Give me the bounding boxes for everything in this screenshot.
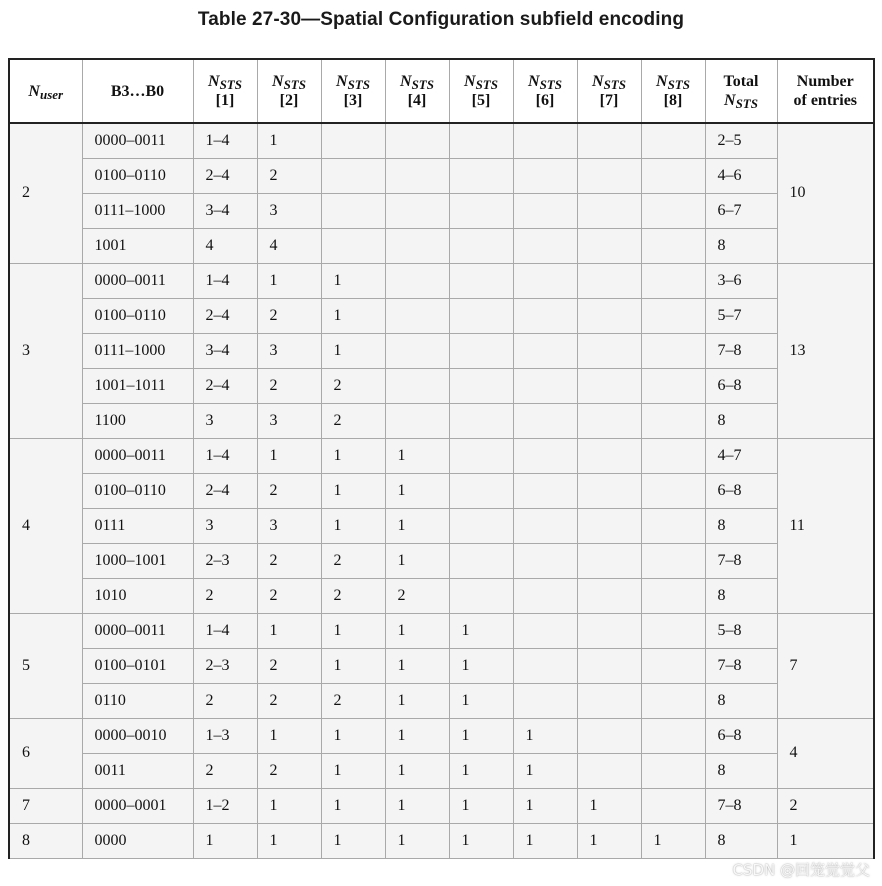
table-row <box>9 228 874 263</box>
cell-nsts-5 <box>449 228 513 263</box>
cell-nsts-1: 2–4 <box>193 298 257 333</box>
cell-nsts-5 <box>449 193 513 228</box>
cell-nsts-7 <box>577 613 641 648</box>
cell-total: 8 <box>705 508 777 543</box>
cell-total: 4–7 <box>705 438 777 473</box>
cell-total: 6–8 <box>705 473 777 508</box>
cell-nsts-5 <box>449 403 513 438</box>
cell-nsts-6 <box>513 263 577 298</box>
cell-nsts-3: 1 <box>321 333 385 368</box>
cell-nsts-8 <box>641 753 705 788</box>
cell-nsts-8 <box>641 683 705 718</box>
cell-nsts-2: 3 <box>257 508 321 543</box>
header-nsts-index: [8] <box>663 92 683 109</box>
cell-nsts-7 <box>577 333 641 368</box>
cell-nsts-7: 1 <box>577 823 641 858</box>
cell-nsts-8 <box>641 403 705 438</box>
table-title: Table 27-30—Spatial Configuration subfield encoding <box>197 9 685 30</box>
cell-nsts-1: 4 <box>193 228 257 263</box>
cell-nsts-8 <box>641 543 705 578</box>
cell-nsts-3: 1 <box>321 438 385 473</box>
cell-nsts-2: 2 <box>257 473 321 508</box>
header-nsts-1 <box>193 59 257 123</box>
cell-nsts-1: 3–4 <box>193 193 257 228</box>
header-total-sub: STS <box>735 96 758 111</box>
cell-nsts-6: 1 <box>513 718 577 753</box>
cell-nuser: 3 <box>9 263 82 438</box>
cell-nsts-5 <box>449 508 513 543</box>
cell-nsts-8: 1 <box>641 823 705 858</box>
cell-bits: 0100–0110 <box>82 298 193 333</box>
cell-nsts-2: 4 <box>257 228 321 263</box>
cell-total: 8 <box>705 683 777 718</box>
cell-nuser: 7 <box>9 788 82 823</box>
table-row <box>9 158 874 193</box>
cell-nsts-7 <box>577 368 641 403</box>
cell-nsts-4: 2 <box>385 578 449 613</box>
header-nuser-main: N <box>28 82 40 100</box>
cell-bits: 0000–0011 <box>82 123 193 158</box>
header-nsts-3 <box>321 59 385 123</box>
cell-nsts-5: 1 <box>449 788 513 823</box>
header-nsts-main: N <box>464 73 476 90</box>
cell-total: 5–8 <box>705 613 777 648</box>
header-nsts-sub: STS <box>539 77 562 92</box>
cell-entries: 7 <box>777 613 874 718</box>
cell-nsts-1: 2 <box>193 578 257 613</box>
cell-nsts-7 <box>577 403 641 438</box>
cell-nsts-3: 1 <box>321 788 385 823</box>
header-nsts-main: N <box>528 73 540 90</box>
cell-nuser: 6 <box>9 718 82 788</box>
cell-nsts-8 <box>641 648 705 683</box>
cell-nsts-3: 1 <box>321 648 385 683</box>
cell-nsts-6 <box>513 648 577 683</box>
header-nsts-index: [3] <box>343 92 363 109</box>
cell-nsts-3: 2 <box>321 543 385 578</box>
cell-bits: 0000–0001 <box>82 788 193 823</box>
cell-nsts-4: 1 <box>385 823 449 858</box>
cell-nsts-3 <box>321 123 385 158</box>
cell-bits: 0000 <box>82 823 193 858</box>
cell-nsts-6 <box>513 158 577 193</box>
header-nsts-main: N <box>592 73 604 90</box>
header-bits: B3…B0 <box>82 59 193 123</box>
cell-total: 4–6 <box>705 158 777 193</box>
cell-nsts-3: 1 <box>321 473 385 508</box>
cell-nsts-3: 1 <box>321 718 385 753</box>
table-row <box>9 578 874 613</box>
cell-nsts-2: 2 <box>257 543 321 578</box>
cell-bits: 0100–0110 <box>82 158 193 193</box>
cell-entries: 4 <box>777 718 874 788</box>
cell-nsts-1: 2 <box>193 683 257 718</box>
cell-total: 8 <box>705 823 777 858</box>
cell-total: 8 <box>705 753 777 788</box>
cell-nsts-7 <box>577 228 641 263</box>
cell-nsts-1: 3 <box>193 508 257 543</box>
header-nsts-sub: STS <box>347 77 370 92</box>
cell-nsts-3: 2 <box>321 683 385 718</box>
table-row <box>9 368 874 403</box>
cell-nsts-8 <box>641 613 705 648</box>
cell-nsts-3: 1 <box>321 823 385 858</box>
header-nuser-sub: user <box>39 86 64 102</box>
cell-nsts-3: 2 <box>321 368 385 403</box>
cell-nsts-8 <box>641 228 705 263</box>
cell-nsts-3 <box>321 158 385 193</box>
cell-bits: 0011 <box>82 753 193 788</box>
cell-nsts-8 <box>641 438 705 473</box>
cell-nsts-8 <box>641 473 705 508</box>
cell-entries: 11 <box>777 438 874 613</box>
header-nsts-7 <box>577 59 641 123</box>
table-row <box>9 823 874 858</box>
cell-nsts-4: 1 <box>385 683 449 718</box>
header-nsts-sub: STS <box>219 77 242 92</box>
cell-total: 7–8 <box>705 333 777 368</box>
cell-total: 8 <box>705 228 777 263</box>
cell-nsts-4 <box>385 228 449 263</box>
cell-total: 3–6 <box>705 263 777 298</box>
cell-bits: 1100 <box>82 403 193 438</box>
table-row <box>9 123 874 158</box>
cell-bits: 1001 <box>82 228 193 263</box>
cell-nsts-3: 1 <box>321 508 385 543</box>
table-row <box>9 718 874 753</box>
cell-nsts-3 <box>321 228 385 263</box>
cell-nsts-8 <box>641 298 705 333</box>
header-entries <box>777 59 874 123</box>
cell-nsts-5 <box>449 578 513 613</box>
cell-nsts-2: 2 <box>257 368 321 403</box>
cell-nsts-6 <box>513 438 577 473</box>
cell-nsts-3: 1 <box>321 613 385 648</box>
header-nsts-index: [1] <box>215 92 235 109</box>
cell-nsts-2: 3 <box>257 403 321 438</box>
table-row <box>9 508 874 543</box>
cell-nsts-4 <box>385 333 449 368</box>
table-row <box>9 473 874 508</box>
cell-nsts-2: 1 <box>257 823 321 858</box>
cell-nsts-4: 1 <box>385 508 449 543</box>
header-nsts-main: N <box>656 73 668 90</box>
cell-nsts-6: 1 <box>513 788 577 823</box>
cell-total: 6–8 <box>705 718 777 753</box>
cell-nsts-2: 2 <box>257 648 321 683</box>
cell-total: 8 <box>705 578 777 613</box>
cell-nsts-5 <box>449 543 513 578</box>
cell-nsts-1: 1–4 <box>193 263 257 298</box>
cell-nsts-4: 1 <box>385 648 449 683</box>
cell-nsts-6 <box>513 613 577 648</box>
cell-nsts-1: 1–4 <box>193 123 257 158</box>
cell-nsts-4 <box>385 368 449 403</box>
cell-nsts-6 <box>513 193 577 228</box>
cell-nsts-5: 1 <box>449 718 513 753</box>
cell-bits: 0111–1000 <box>82 193 193 228</box>
table-row <box>9 263 874 298</box>
cell-nsts-1: 1–3 <box>193 718 257 753</box>
cell-nsts-6 <box>513 123 577 158</box>
cell-nsts-1: 3–4 <box>193 333 257 368</box>
cell-nsts-1: 1–4 <box>193 438 257 473</box>
header-nsts-4 <box>385 59 449 123</box>
cell-nsts-1: 2–3 <box>193 543 257 578</box>
cell-entries: 2 <box>777 788 874 823</box>
header-nsts-8 <box>641 59 705 123</box>
cell-nsts-1: 1–4 <box>193 613 257 648</box>
cell-bits: 0000–0011 <box>82 263 193 298</box>
cell-nsts-7 <box>577 508 641 543</box>
header-total <box>705 59 777 123</box>
cell-nsts-6 <box>513 508 577 543</box>
header-nsts-5 <box>449 59 513 123</box>
cell-nsts-6 <box>513 228 577 263</box>
cell-total: 6–8 <box>705 368 777 403</box>
cell-nsts-3: 2 <box>321 403 385 438</box>
cell-nsts-7 <box>577 578 641 613</box>
cell-total: 7–8 <box>705 543 777 578</box>
table-row <box>9 403 874 438</box>
cell-bits: 0100–0101 <box>82 648 193 683</box>
cell-nsts-4 <box>385 123 449 158</box>
table-row <box>9 193 874 228</box>
cell-nsts-7 <box>577 718 641 753</box>
cell-nsts-2: 1 <box>257 718 321 753</box>
cell-nsts-7 <box>577 298 641 333</box>
cell-total: 7–8 <box>705 788 777 823</box>
header-nsts-6 <box>513 59 577 123</box>
table-row <box>9 788 874 823</box>
cell-nsts-8 <box>641 368 705 403</box>
header-entries-line2: of entries <box>793 92 858 109</box>
cell-nsts-5 <box>449 123 513 158</box>
cell-bits: 0100–0110 <box>82 473 193 508</box>
cell-nsts-4: 1 <box>385 753 449 788</box>
table-row <box>9 543 874 578</box>
cell-nsts-3 <box>321 193 385 228</box>
cell-bits: 0111 <box>82 508 193 543</box>
cell-total: 5–7 <box>705 298 777 333</box>
cell-nsts-8 <box>641 158 705 193</box>
cell-nsts-7 <box>577 648 641 683</box>
header-nsts-sub: STS <box>411 77 434 92</box>
cell-nuser: 8 <box>9 823 82 858</box>
cell-nsts-8 <box>641 193 705 228</box>
cell-nsts-1: 2–3 <box>193 648 257 683</box>
cell-nsts-8 <box>641 123 705 158</box>
cell-nsts-5: 1 <box>449 648 513 683</box>
cell-nsts-2: 3 <box>257 333 321 368</box>
cell-bits: 0111–1000 <box>82 333 193 368</box>
header-nsts-index: [7] <box>599 92 619 109</box>
cell-bits: 0000–0011 <box>82 613 193 648</box>
cell-nsts-1: 2–4 <box>193 473 257 508</box>
header-nsts-main: N <box>336 73 348 90</box>
cell-nsts-1: 3 <box>193 403 257 438</box>
cell-bits: 0000–0011 <box>82 438 193 473</box>
header-nsts-sub: STS <box>283 77 306 92</box>
cell-nuser: 5 <box>9 613 82 718</box>
cell-nsts-8 <box>641 508 705 543</box>
table-row <box>9 298 874 333</box>
cell-nsts-2: 2 <box>257 158 321 193</box>
table-row <box>9 613 874 648</box>
cell-nsts-8 <box>641 333 705 368</box>
header-nsts-index: [6] <box>535 92 555 109</box>
cell-nsts-6: 1 <box>513 823 577 858</box>
cell-total: 6–7 <box>705 193 777 228</box>
cell-nsts-6 <box>513 333 577 368</box>
cell-nsts-4: 1 <box>385 718 449 753</box>
cell-nsts-6 <box>513 403 577 438</box>
cell-nsts-7 <box>577 193 641 228</box>
cell-nsts-5: 1 <box>449 613 513 648</box>
cell-nsts-7 <box>577 438 641 473</box>
cell-nsts-6 <box>513 298 577 333</box>
cell-nsts-2: 1 <box>257 123 321 158</box>
cell-entries: 10 <box>777 123 874 263</box>
cell-nsts-7: 1 <box>577 788 641 823</box>
cell-nsts-3: 2 <box>321 578 385 613</box>
cell-nsts-6 <box>513 368 577 403</box>
cell-nsts-5 <box>449 158 513 193</box>
cell-nsts-2: 2 <box>257 578 321 613</box>
header-row <box>9 59 874 123</box>
spatial-configuration-table <box>8 58 875 859</box>
cell-nsts-4 <box>385 263 449 298</box>
cell-nsts-7 <box>577 123 641 158</box>
cell-nsts-2: 2 <box>257 298 321 333</box>
cell-total: 2–5 <box>705 123 777 158</box>
cell-nsts-5 <box>449 438 513 473</box>
cell-nsts-5 <box>449 263 513 298</box>
cell-nsts-4: 1 <box>385 788 449 823</box>
header-total-main: N <box>724 92 736 109</box>
header-entries-line1: Number <box>796 73 854 90</box>
cell-nsts-2: 1 <box>257 438 321 473</box>
cell-nsts-3: 1 <box>321 298 385 333</box>
cell-nsts-6 <box>513 473 577 508</box>
header-total-label: Total <box>723 73 759 90</box>
cell-nsts-2: 3 <box>257 193 321 228</box>
cell-nsts-2: 1 <box>257 788 321 823</box>
watermark-text: CSDN @回笼觉觉父 <box>732 861 870 879</box>
cell-nsts-7 <box>577 683 641 718</box>
cell-nsts-4: 1 <box>385 438 449 473</box>
cell-nsts-1: 1–2 <box>193 788 257 823</box>
header-nsts-main: N <box>400 73 412 90</box>
header-nsts-2 <box>257 59 321 123</box>
cell-nsts-5: 1 <box>449 823 513 858</box>
cell-nuser: 2 <box>9 123 82 263</box>
cell-nsts-5: 1 <box>449 753 513 788</box>
cell-nsts-1: 1 <box>193 823 257 858</box>
cell-nsts-4 <box>385 403 449 438</box>
cell-bits: 1001–1011 <box>82 368 193 403</box>
cell-nsts-7 <box>577 158 641 193</box>
header-nsts-index: [2] <box>279 92 299 109</box>
cell-nsts-6 <box>513 683 577 718</box>
cell-nsts-5 <box>449 368 513 403</box>
cell-nsts-4 <box>385 193 449 228</box>
cell-nsts-8 <box>641 788 705 823</box>
table-row <box>9 333 874 368</box>
header-nsts-index: [5] <box>471 92 491 109</box>
header-nsts-sub: STS <box>603 77 626 92</box>
cell-bits: 0110 <box>82 683 193 718</box>
cell-nsts-4 <box>385 298 449 333</box>
header-nsts-sub: STS <box>667 77 690 92</box>
cell-nsts-7 <box>577 543 641 578</box>
table-row <box>9 648 874 683</box>
header-nsts-index: [4] <box>407 92 427 109</box>
cell-nsts-5 <box>449 473 513 508</box>
cell-total: 8 <box>705 403 777 438</box>
cell-bits: 0000–0010 <box>82 718 193 753</box>
table-row <box>9 683 874 718</box>
cell-nsts-4 <box>385 158 449 193</box>
cell-nsts-7 <box>577 753 641 788</box>
header-nsts-sub: STS <box>475 77 498 92</box>
cell-nsts-7 <box>577 263 641 298</box>
cell-entries: 13 <box>777 263 874 438</box>
cell-nsts-2: 1 <box>257 263 321 298</box>
cell-nsts-2: 1 <box>257 613 321 648</box>
cell-nsts-1: 2–4 <box>193 158 257 193</box>
cell-nsts-6 <box>513 578 577 613</box>
header-nsts-main: N <box>272 73 284 90</box>
table-body <box>9 123 874 858</box>
cell-nsts-8 <box>641 718 705 753</box>
table-row <box>9 438 874 473</box>
table-header <box>9 59 874 123</box>
cell-nsts-1: 2–4 <box>193 368 257 403</box>
cell-nsts-5: 1 <box>449 683 513 718</box>
cell-nsts-2: 2 <box>257 683 321 718</box>
cell-total: 7–8 <box>705 648 777 683</box>
cell-nsts-5 <box>449 333 513 368</box>
cell-nuser: 4 <box>9 438 82 613</box>
cell-nsts-8 <box>641 263 705 298</box>
cell-nsts-4: 1 <box>385 543 449 578</box>
cell-nsts-4: 1 <box>385 473 449 508</box>
cell-nsts-8 <box>641 578 705 613</box>
header-nsts-main: N <box>208 73 220 90</box>
cell-nsts-2: 2 <box>257 753 321 788</box>
header-nuser <box>9 59 82 123</box>
cell-nsts-5 <box>449 298 513 333</box>
cell-nsts-3: 1 <box>321 753 385 788</box>
cell-entries: 1 <box>777 823 874 858</box>
cell-nsts-6 <box>513 543 577 578</box>
cell-nsts-4: 1 <box>385 613 449 648</box>
table-row <box>9 753 874 788</box>
cell-nsts-6: 1 <box>513 753 577 788</box>
cell-bits: 1000–1001 <box>82 543 193 578</box>
cell-nsts-1: 2 <box>193 753 257 788</box>
cell-bits: 1010 <box>82 578 193 613</box>
cell-nsts-7 <box>577 473 641 508</box>
cell-nsts-3: 1 <box>321 263 385 298</box>
